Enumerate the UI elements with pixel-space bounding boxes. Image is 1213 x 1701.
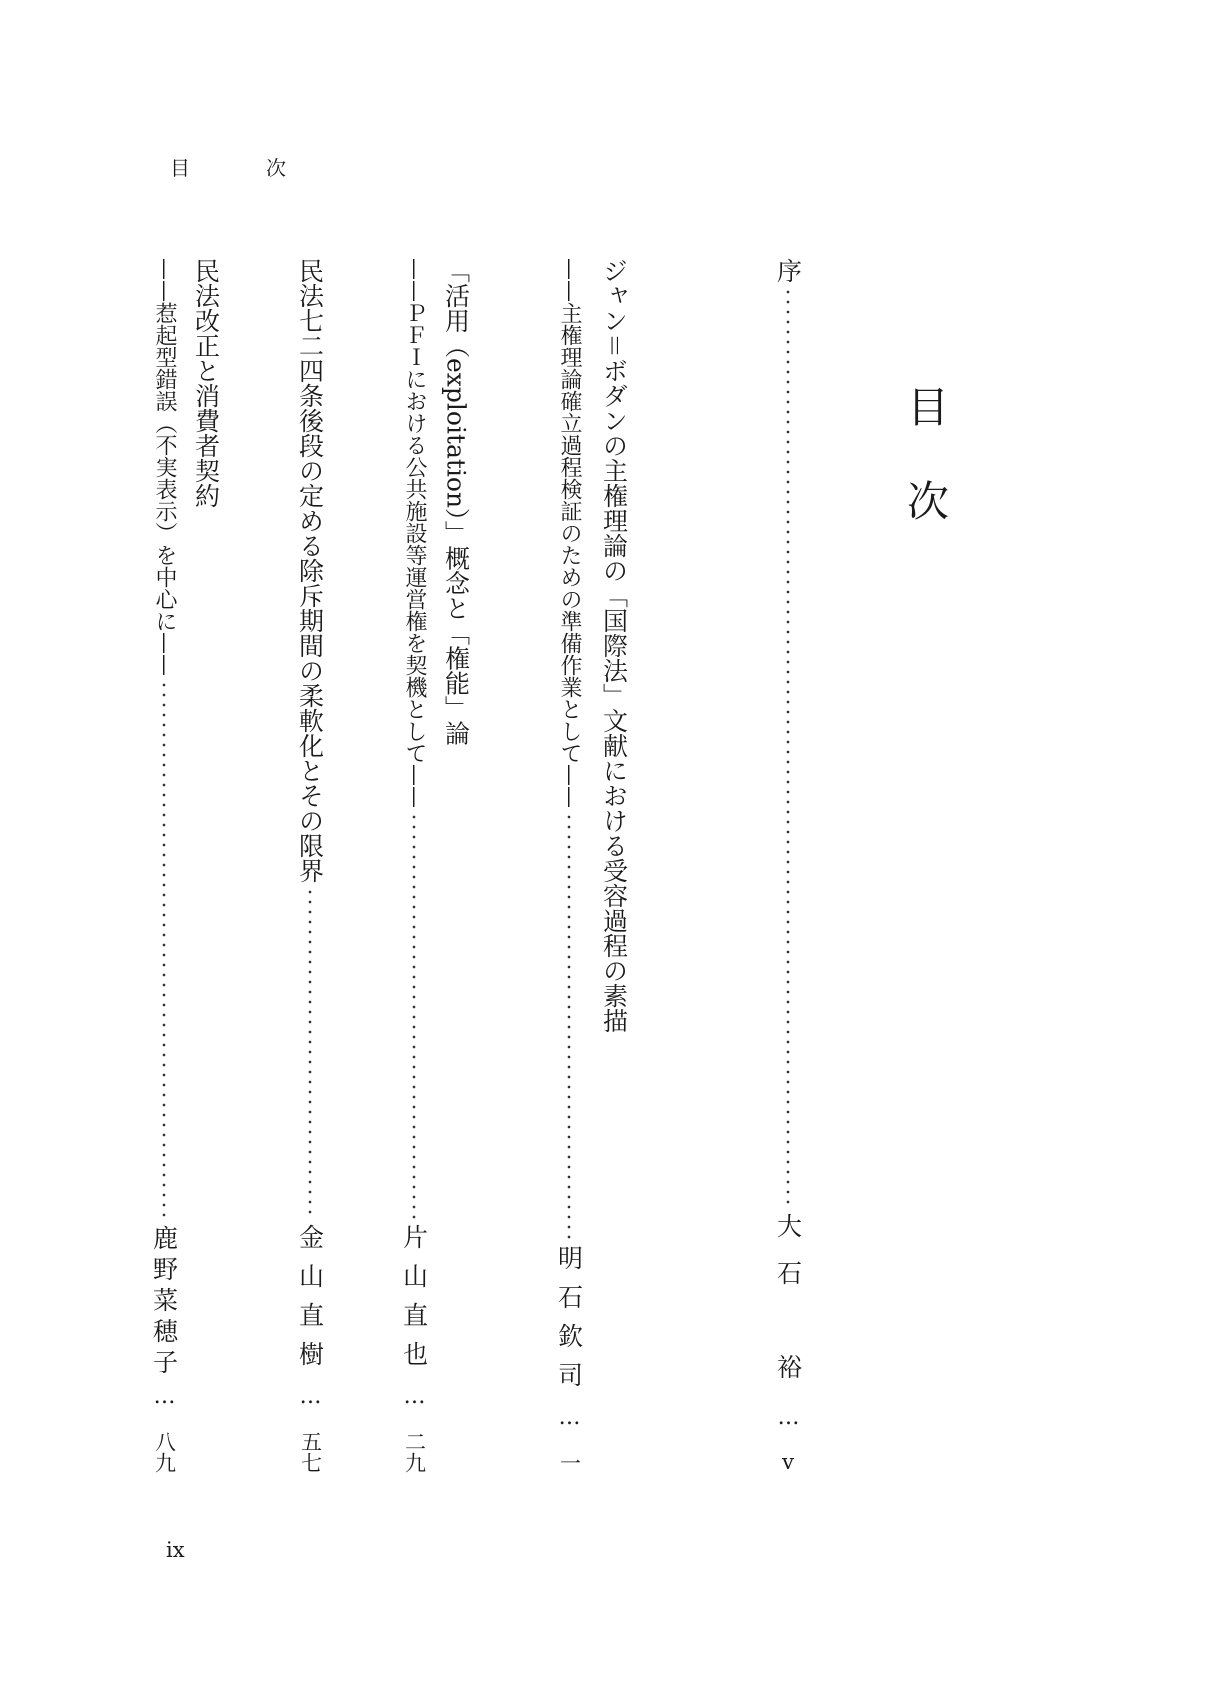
dot-leader [307,887,313,1220]
dot-leader [785,287,791,1209]
dot-leader [411,812,417,1220]
toc-entry-exploitation-title[interactable] [438,258,474,746]
entry-page: 八九 [152,1431,177,1473]
entry-title: 序 [773,258,803,283]
entry-title: 民法七二四条後段の定める除斥期間の柔軟化とその限界 [295,258,325,883]
toc-entry-article724[interactable] [292,258,328,1473]
toc-entry-bodin[interactable] [551,258,587,1473]
dot-leader-tail: … [557,1405,582,1430]
toc-entry-exploitation[interactable] [396,258,432,1473]
entry-author: 片山直也 [399,1224,429,1380]
dot-leader-tail: … [402,1384,427,1409]
toc-entry-consumer[interactable] [146,258,182,1473]
entry-title: ジャン＝ボダンの主権理論の「国際法」文献における受容過程の素描 [599,258,629,1034]
dot-leader-tail: … [152,1384,177,1409]
toc-entry-bodin-title[interactable] [596,258,632,1033]
entry-page: 一 [557,1452,582,1473]
toc-entry-preface[interactable] [770,258,806,1473]
entry-subtitle: ——ＰＦＩにおける公共施設等運営権を契機として—— [402,258,427,808]
entry-page: v [782,1450,794,1474]
entry-subtitle: ——主権理論確立過程検証のための準備作業として—— [557,258,582,808]
entry-title: 「活用（exploitation）」概念と「権能」論 [441,258,471,746]
entry-subtitle: ——惹起型錯誤（不実表示）を中心に—— [152,258,177,676]
dot-leader [161,680,167,1221]
dot-leader [566,812,572,1241]
entry-author: 大石 裕 [773,1213,803,1401]
toc-entry-consumer-title[interactable] [188,258,224,508]
entry-page: 五七 [298,1431,323,1473]
entry-page: 二九 [402,1431,427,1473]
entry-author: 明石欽司 [554,1245,584,1401]
dot-leader-tail: … [776,1405,801,1430]
entry-title: 民法改正と消費者契約 [191,258,221,508]
dot-leader-tail: … [298,1384,323,1409]
running-head: 目 次 [170,156,314,180]
page-title: 目次 [901,385,950,573]
entry-author: 鹿野菜穂子 [149,1225,179,1380]
entry-author: 金山直樹 [295,1224,325,1380]
page-number: ix [166,1538,185,1562]
